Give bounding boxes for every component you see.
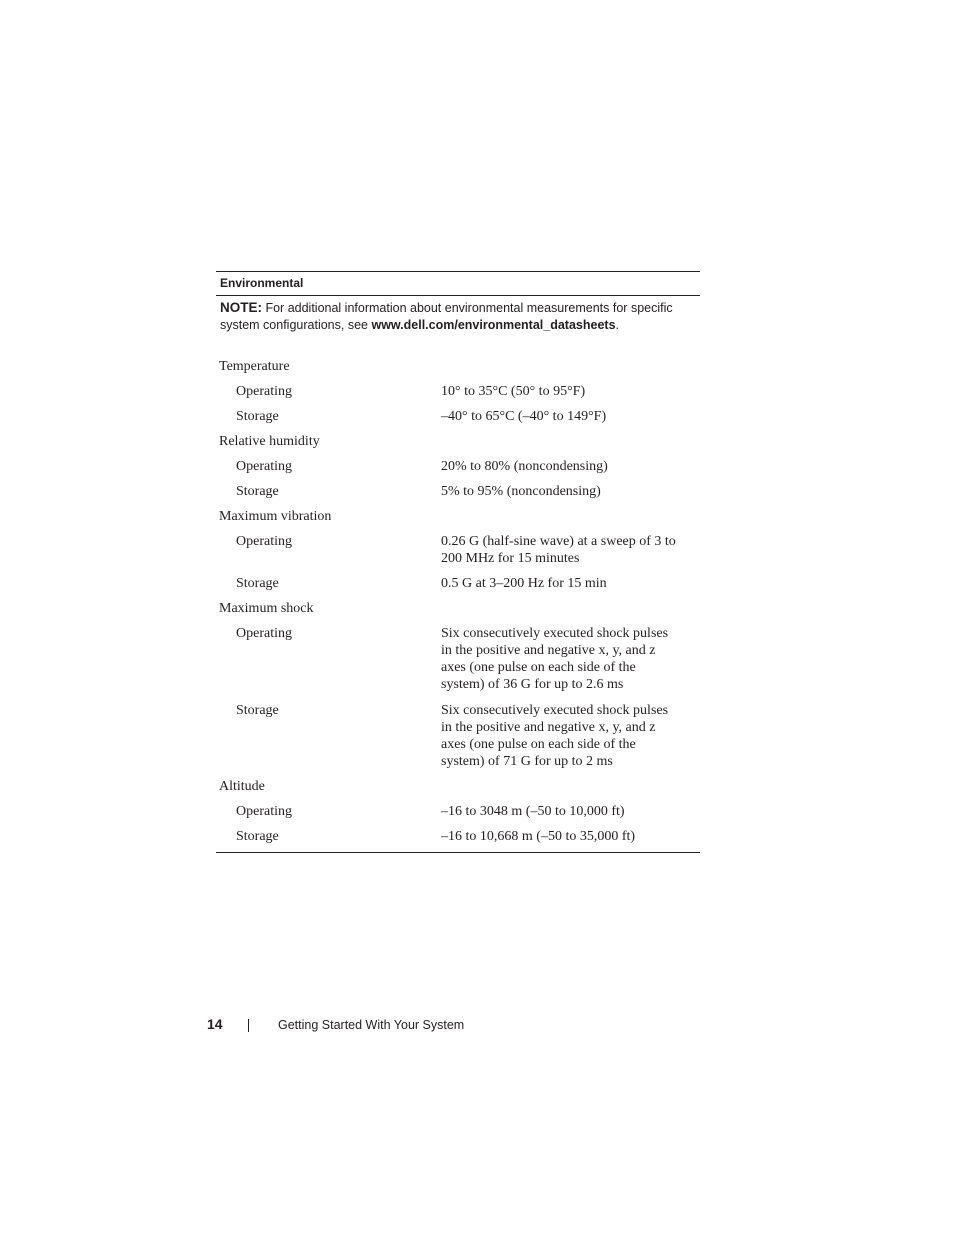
table-row <box>216 803 700 828</box>
row-value: Six consecutively executed shock pulses in the positive and negative x, y, and z axes (one pulse on each side of the system) of 71 G for up to 2 ms <box>441 703 669 769</box>
note <box>216 296 700 358</box>
group-label-maximum-shock: Maximum shock <box>219 601 314 616</box>
row-label: Operating <box>236 534 292 549</box>
row-label: Storage <box>236 829 279 844</box>
table-row <box>216 575 700 600</box>
table-row <box>216 383 700 408</box>
note-text: For additional information about environmental measurements for specific system configurations, see <box>220 301 673 332</box>
table-row <box>216 483 700 508</box>
row-label: Storage <box>236 703 279 718</box>
row-label: Operating <box>236 626 292 641</box>
row-value: 0.26 G (half-sine wave) at a sweep of 3 to 200 MHz for 15 minutes <box>441 534 676 566</box>
table-row <box>216 533 700 575</box>
group-label-altitude: Altitude <box>219 779 265 794</box>
row-value: 10° to 35°C (50° to 95°F) <box>441 384 586 399</box>
table-row <box>216 458 700 483</box>
row-value: 5% to 95% (noncondensing) <box>441 484 601 499</box>
table-row <box>216 702 700 778</box>
group-label-temperature: Temperature <box>219 359 290 374</box>
row-value: 0.5 G at 3–200 Hz for 15 min <box>441 576 607 591</box>
note-end: . <box>615 318 620 332</box>
environmental-datasheets-link[interactable]: www.dell.com/environmental_datasheets <box>371 318 616 332</box>
row-value: –16 to 10,668 m (–50 to 35,000 ft) <box>441 829 636 844</box>
table-row <box>216 828 700 852</box>
book-title: Getting Started With Your System <box>278 1018 465 1032</box>
note-label: NOTE: <box>220 300 262 315</box>
table-row <box>216 408 700 433</box>
row-label: Operating <box>236 384 292 399</box>
row-label: Storage <box>236 484 279 499</box>
row-value: –40° to 65°C (–40° to 149°F) <box>441 409 607 424</box>
group-label-maximum-vibration: Maximum vibration <box>219 509 332 524</box>
page-number: 14 <box>207 1016 223 1032</box>
row-label: Operating <box>236 459 292 474</box>
row-label: Storage <box>236 409 279 424</box>
table-header: Environmental <box>216 272 700 296</box>
table-row <box>216 625 700 702</box>
row-value: 20% to 80% (noncondensing) <box>441 459 608 474</box>
row-value: –16 to 3048 m (–50 to 10,000 ft) <box>441 804 625 819</box>
environmental-spec-table <box>216 271 700 853</box>
row-value: Six consecutively executed shock pulses in the positive and negative x, y, and z axes (one pulse on each side of the system) of 36 G for up to 2.6 ms <box>441 626 669 692</box>
row-label: Storage <box>236 576 279 591</box>
footer-separator <box>248 1019 249 1032</box>
group-label-relative-humidity: Relative humidity <box>219 434 320 449</box>
row-label: Operating <box>236 804 292 819</box>
